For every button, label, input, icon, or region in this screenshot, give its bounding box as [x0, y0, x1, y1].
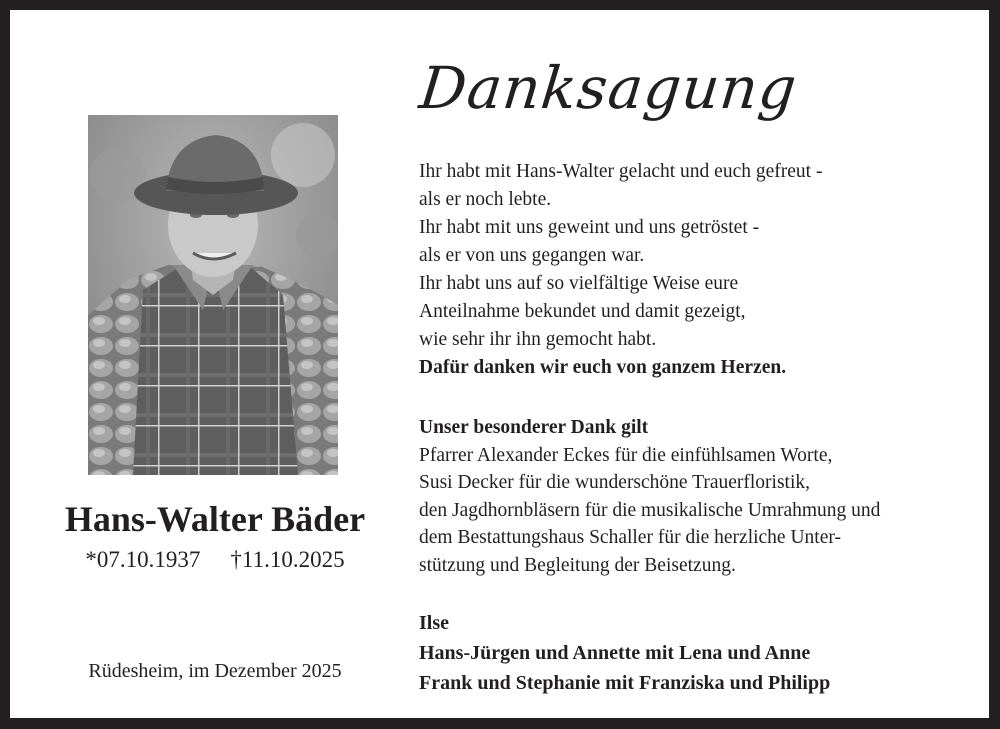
special-thanks-line: den Jagdhornbläsern für die musikalische Umrahmung und [419, 499, 881, 521]
special-thanks-heading: Unser besonderer Dank gilt [419, 417, 649, 438]
signatory: Hans-Jürgen und Annette mit Lena und Anne [419, 642, 811, 664]
notice-title: Danksagung [416, 54, 801, 122]
signatory: Frank und Stephanie mit Franziska und Philipp [419, 672, 831, 694]
life-dates [10, 547, 420, 573]
thanks-line: Dafür danken wir euch von ganzem Herzen. [419, 357, 787, 378]
place-and-date: Rüdesheim, im Dezember 2025 [88, 660, 342, 682]
birth-date: *07.10.1937 [85, 547, 201, 572]
special-thanks-line: Susi Decker für die wunderschöne Trauerfloristik, [419, 472, 810, 493]
portrait-photo [88, 115, 338, 475]
signatories-block [419, 608, 984, 698]
special-thanks-line: dem Bestattungshaus Schaller für die herzliche Unter- [419, 527, 841, 548]
special-thanks-block [419, 414, 984, 579]
verse-line: als er noch lebte. [419, 189, 552, 210]
verse-line: Anteilnahme bekundet und damit gezeigt, [419, 301, 746, 322]
deceased-name: Hans-Walter Bäder [64, 499, 366, 539]
special-thanks-line: stützung und Begleitung der Beisetzung. [419, 554, 736, 576]
death-date: †11.10.2025 [230, 547, 345, 572]
verse-block [419, 158, 979, 382]
verse-line: Ihr habt mit Hans-Walter gelacht und euch gefreut - [419, 161, 823, 182]
obituary-card [10, 10, 989, 718]
verse-line: als er von uns gegangen war. [419, 245, 645, 266]
verse-line: Ihr habt mit uns geweint und uns getröstet - [419, 217, 760, 238]
special-thanks-line: Pfarrer Alexander Eckes für die einfühlsamen Worte, [419, 444, 833, 466]
portrait-image [88, 115, 338, 475]
verse-line: Ihr habt uns auf so vielfältige Weise eure [419, 273, 739, 294]
signatory: Ilse [419, 612, 449, 634]
verse-line: wie sehr ihr ihn gemocht habt. [419, 329, 657, 350]
